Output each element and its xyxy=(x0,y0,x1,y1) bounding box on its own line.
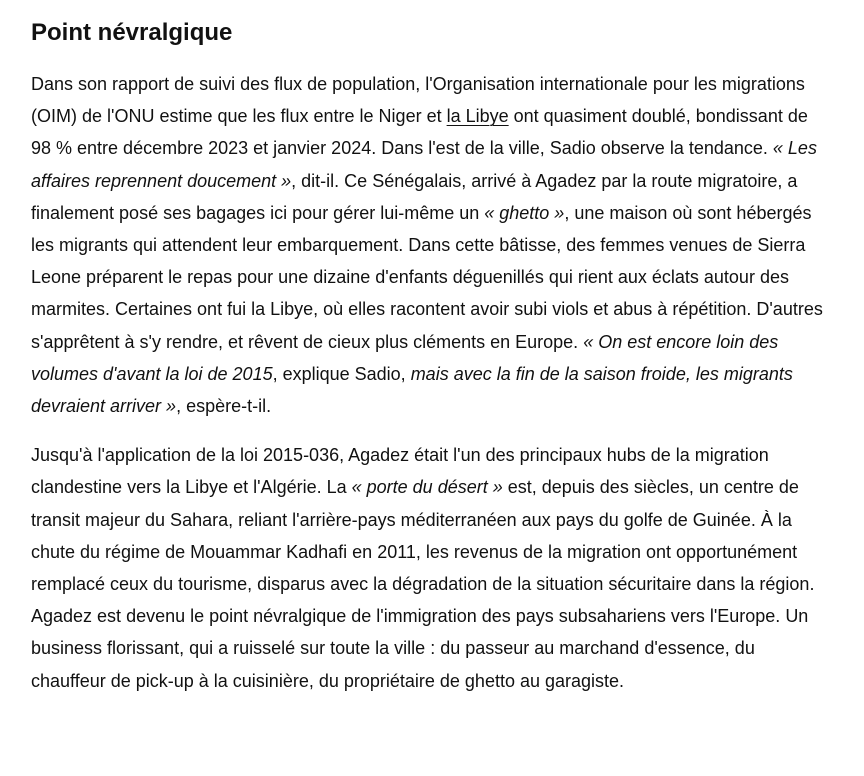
paragraph-2 xyxy=(31,439,826,697)
paragraph-1-text-3: , dit-il. Ce Sénégalais, arrivé à Agadez par la route migratoire, a finalement posé ses bagages ici pour gérer lui-même un xyxy=(31,170,798,223)
quote-affaires: « Les affaires reprennent doucement » xyxy=(31,138,817,191)
quote-volumes-start: « On est encore loin des volumes d'avant la loi de 2015 xyxy=(31,331,779,384)
quote-porte-du-desert: « porte du désert » xyxy=(351,477,503,498)
paragraph-1-text-5: , explique Sadio, xyxy=(272,363,411,384)
libye-link[interactable]: la Libye xyxy=(446,106,509,127)
paragraph-1-text-4: , une maison où sont hébergés les migrants qui attendent leur embarquement. Dans cette bâtisse, des femmes venues de Sierra Leone préparent le repas pour une dizaine d'enfants déguenillés qui rient aux éclats autour des marmites. Certaines ont fui la Libye, où elles racontent avoir subi viols et abus à répétition. D'autres s'apprêtent à s'y rendre, et rêvent de cieux plus cléments en Europe. xyxy=(31,202,823,352)
paragraph-1-text-6: , espère-t-il. xyxy=(176,396,272,417)
paragraph-1-text-1: Dans son rapport de suivi des flux de population, l'Organisation internationale pour les migrations (OIM) de l'ONU estime que les flux entre le Niger et xyxy=(31,74,805,127)
section-heading: Point névralgique xyxy=(31,19,233,46)
paragraph-2-text-1: Jusqu'à l'application de la loi 2015-036, Agadez était l'un des principaux hubs de la migration clandestine vers la Libye et l'Algérie. La xyxy=(31,445,769,498)
paragraph-2-text-2: est, depuis des siècles, un centre de transit majeur du Sahara, reliant l'arrière-pays méditerranéen aux pays du golfe de Guinée. À la chute du régime de Mouammar Kadhafi en 2011, les revenus de la migration ont opportunément remplacé ceux du tourisme, disparus avec la dégradation de la situation sécuritaire dans la région. Agadez est devenu le point névralgique de l'immigration des pays subsahariens vers l'Europe. Un business florissant, qui a ruisselé sur toute la ville : du passeur au marchand d'essence, du chauffeur de pick-up à la cuisinière, du propriétaire de ghetto au garagiste. xyxy=(31,477,815,691)
paragraph-1-text-2: ont quasiment doublé, bondissant de 98 % entre décembre 2023 et janvier 2024. Dans l'est de la ville, Sadio observe la tendance. xyxy=(31,106,808,159)
quote-volumes-end: mais avec la fin de la saison froide, les migrants devraient arriver » xyxy=(31,363,793,417)
paragraph-1 xyxy=(31,68,826,422)
quote-ghetto: « ghetto » xyxy=(484,202,565,223)
article-body xyxy=(31,14,826,714)
